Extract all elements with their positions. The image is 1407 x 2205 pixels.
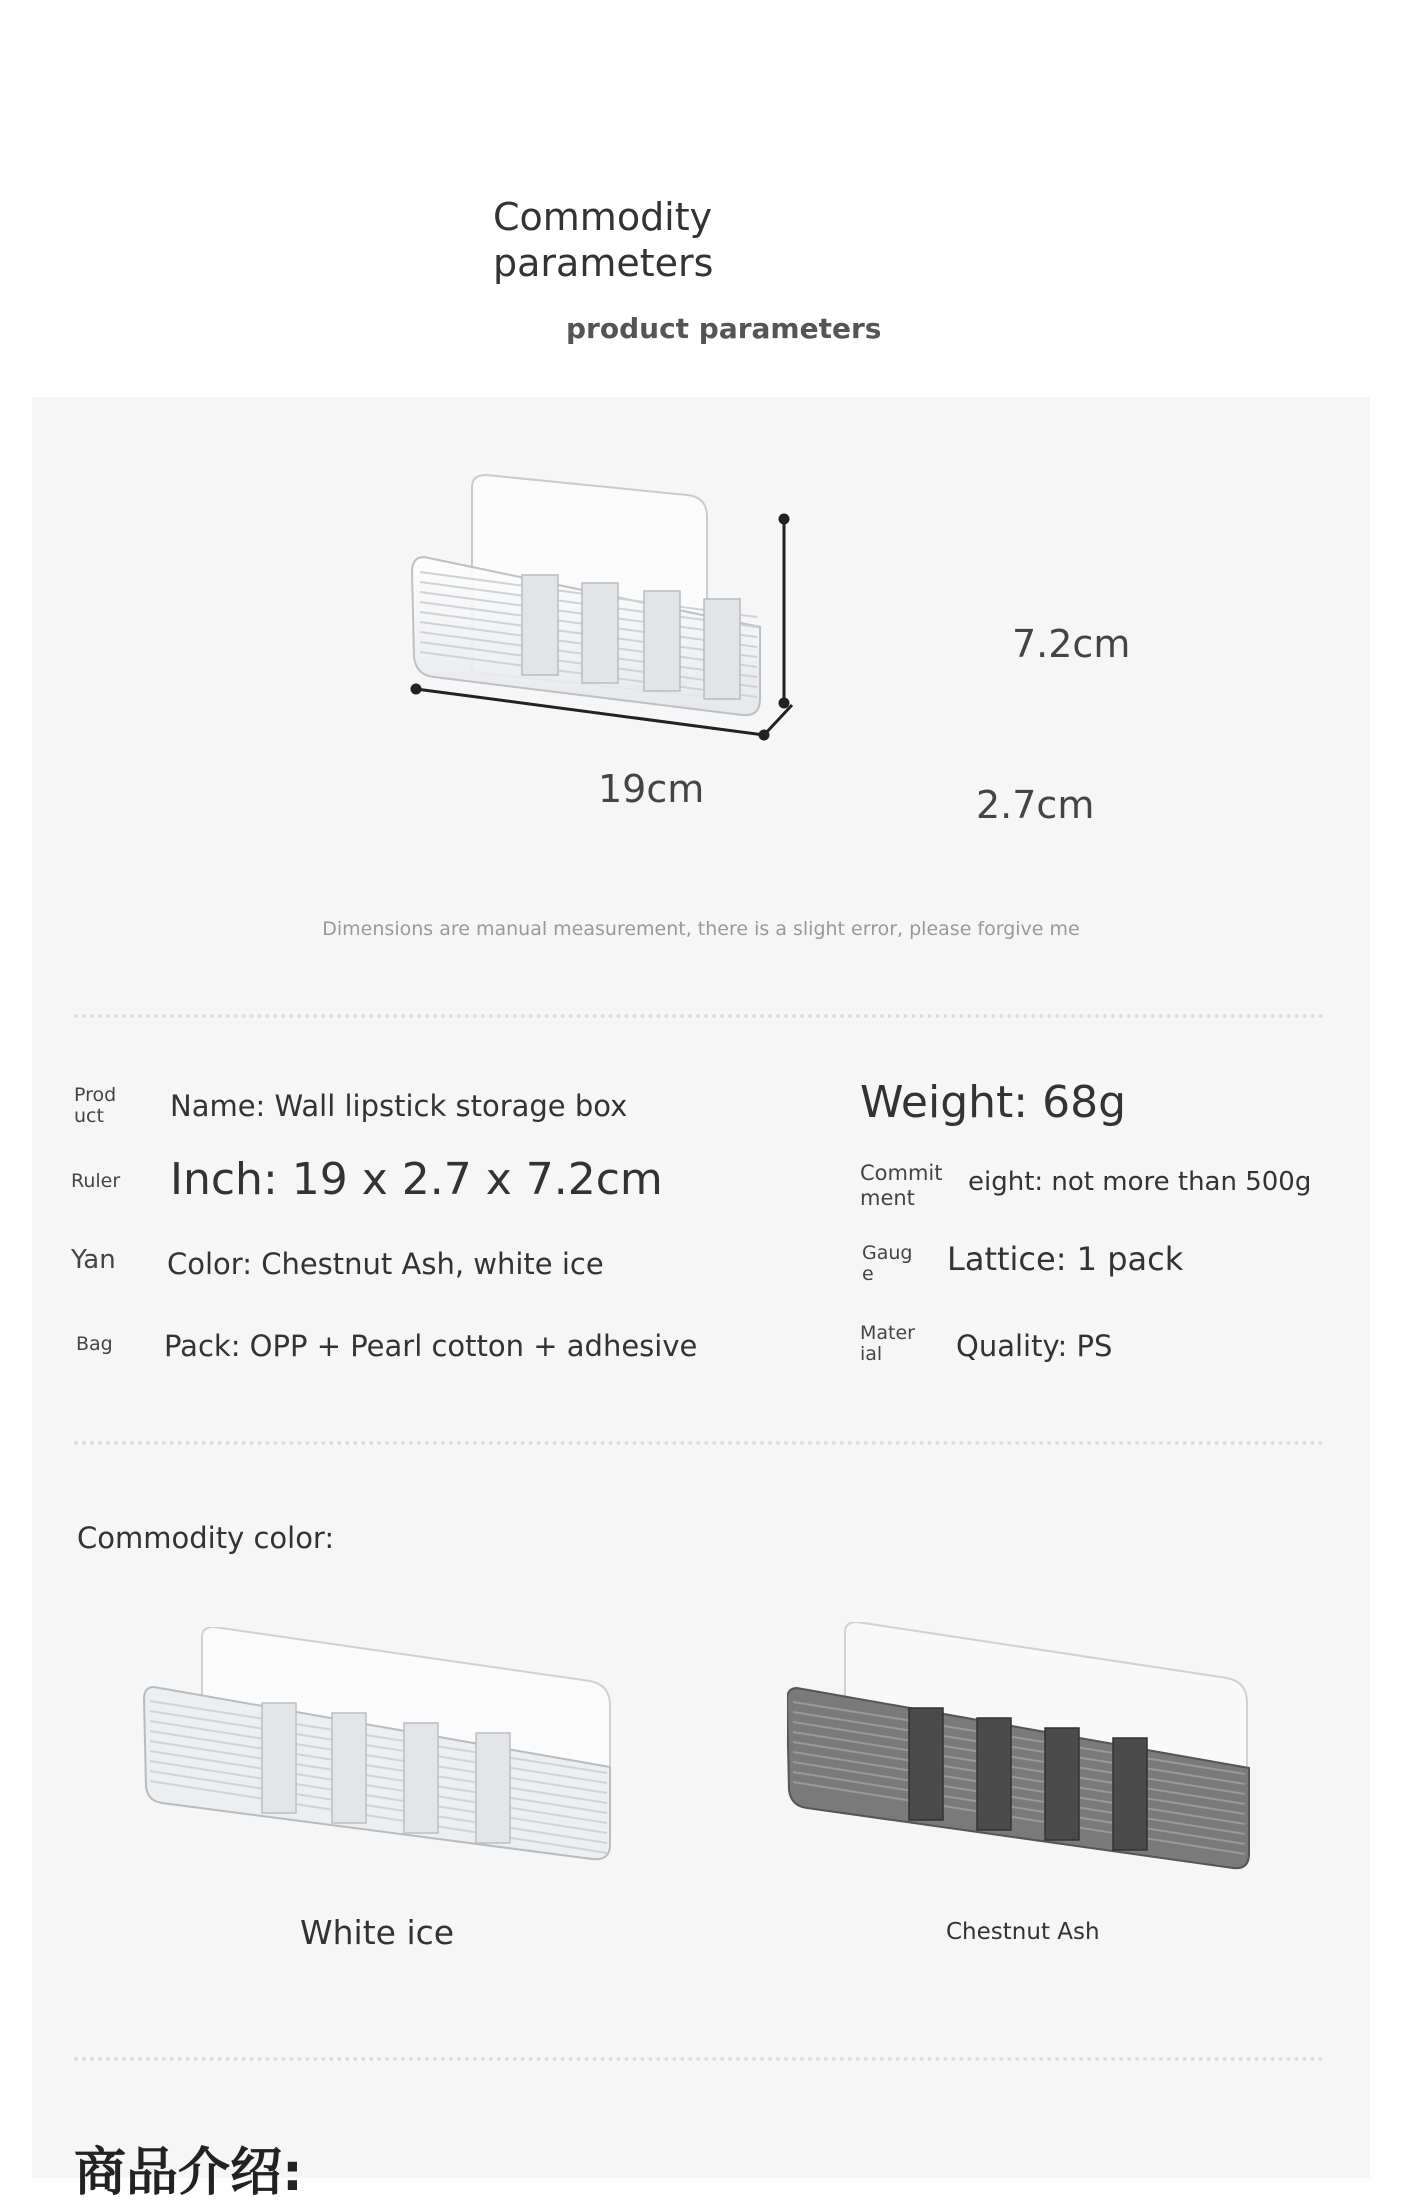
param-value: eight: not more than 500g <box>968 1167 1312 1197</box>
param-value: Weight: 68g <box>860 1077 1127 1128</box>
divider-top <box>74 1014 1324 1018</box>
white-ice-caption: White ice <box>300 1913 455 1952</box>
product-intro-heading: 商品介绍: <box>74 2143 303 2203</box>
param-value: Color: Chestnut Ash, white ice <box>167 1247 604 1281</box>
dimension-depth-label: 2.7cm <box>976 783 1095 827</box>
param-tag: Bag <box>76 1333 113 1355</box>
chestnut-ash-caption: Chestnut Ash <box>946 1919 1100 1945</box>
param-tag: Commit ment <box>860 1161 943 1210</box>
chestnut-ash-product-image <box>787 1622 1307 1892</box>
param-value: Inch: 19 x 2.7 x 7.2cm <box>170 1154 663 1205</box>
commodity-color-heading: Commodity color: <box>77 1521 335 1555</box>
param-value: Lattice: 1 pack <box>947 1240 1184 1278</box>
param-value: Quality: PS <box>956 1329 1113 1363</box>
header-title: Commodity parameters <box>493 195 714 285</box>
header-subtitle: product parameters <box>566 312 882 345</box>
param-tag: Mater ial <box>860 1322 915 1365</box>
param-value: Pack: OPP + Pearl cotton + adhesive <box>164 1329 698 1363</box>
divider-middle <box>74 1441 1324 1445</box>
content-panel <box>32 397 1370 2203</box>
param-tag: Prod uct <box>74 1084 117 1127</box>
divider-bottom <box>74 2057 1324 2061</box>
param-tag: Ruler <box>71 1170 121 1192</box>
param-tag: Gaug e <box>862 1242 913 1285</box>
dimension-height-label: 7.2cm <box>1012 622 1131 666</box>
param-tag: Yan <box>71 1245 116 1275</box>
white-ice-product-image <box>142 1627 662 1887</box>
measurement-disclaimer: Dimensions are manual measurement, there is a slight error, please forgive me <box>322 918 1080 940</box>
param-value: Name: Wall lipstick storage box <box>170 1089 628 1123</box>
dimension-length-label: 19cm <box>598 767 705 811</box>
